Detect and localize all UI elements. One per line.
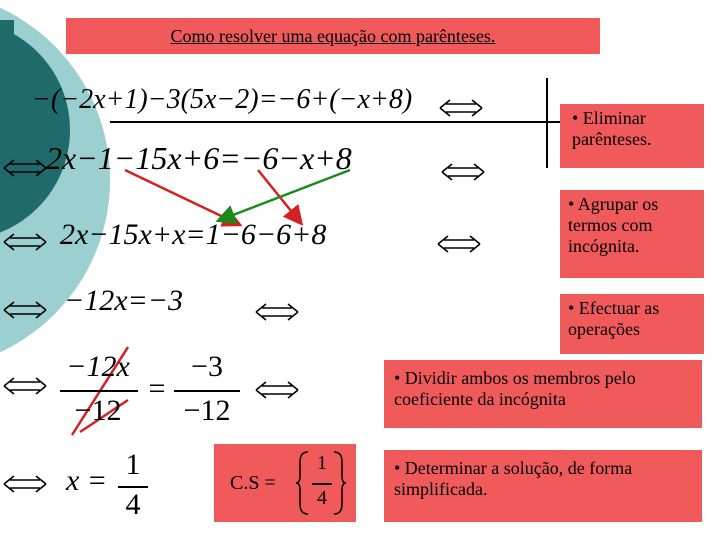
note-group-terms: • Agrupar os termos com incógnita. — [560, 190, 704, 278]
solution-set-box — [214, 444, 356, 522]
note-determine-solution: • Determinar a solução, de forma simplificada. — [384, 450, 702, 522]
equation-line-3: 2x−15x+x=1−6−6+8 — [60, 218, 327, 251]
solution-set-numerator: 1 — [317, 452, 327, 474]
double-arrow-icon — [254, 302, 300, 322]
fraction-bar — [174, 390, 240, 392]
double-arrow-icon — [436, 234, 482, 254]
note-divide-coefficient: • Dividir ambos os membros pelo coeficiente da incógnita — [384, 360, 702, 428]
equals-sign: = — [148, 372, 166, 405]
double-arrow-icon — [2, 300, 48, 320]
equation-line-4: −12x=−3 — [64, 284, 184, 317]
double-arrow-icon — [2, 232, 48, 252]
solution-lhs: x = — [66, 464, 108, 497]
solution-numerator: 1 — [125, 448, 141, 481]
note-perform-operations: • Efectuar as operações — [560, 294, 704, 354]
equation-line-2: 2x−1−15x+6=−6−x+8 — [46, 140, 352, 176]
fraction-right-denominator: −12 — [183, 394, 231, 427]
solution-set-label: C.S = — [230, 472, 276, 494]
solution-denominator: 4 — [125, 488, 141, 521]
fraction-bar — [60, 390, 138, 392]
double-arrow-icon — [2, 376, 48, 396]
note-eliminate-parentheses: • Eliminar parênteses. — [560, 104, 704, 168]
page-title: Como resolver uma equação com parênteses. — [66, 18, 600, 54]
double-arrow-icon — [254, 380, 300, 400]
fraction-right-numerator: −3 — [191, 350, 223, 383]
solution-set-denominator: 4 — [317, 487, 327, 509]
double-arrow-icon — [2, 474, 48, 494]
fraction-left-denominator: −12 — [74, 394, 122, 427]
fraction-left-numerator: −12x — [66, 350, 130, 383]
fraction-bar — [312, 483, 332, 485]
equation-line-1: −(−2x+1)−3(5x−2)=−6+(−x+8) — [32, 84, 413, 115]
